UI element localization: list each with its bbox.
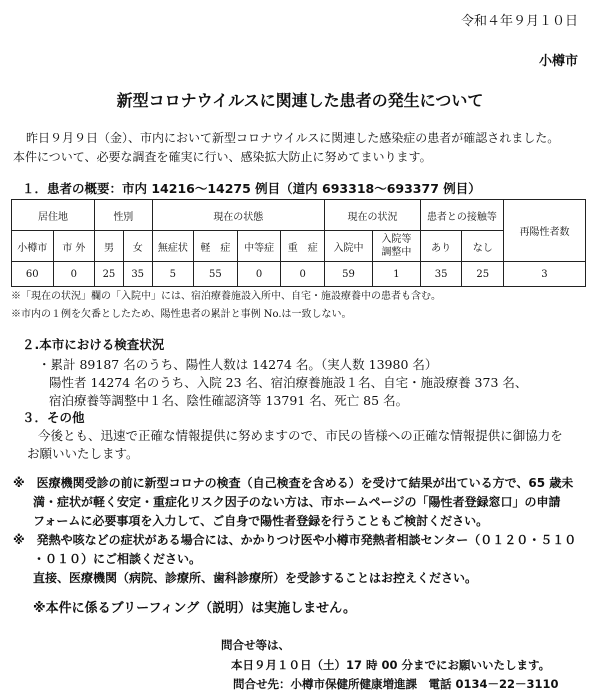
group-residence: 居住地: [12, 200, 95, 231]
group-condition: 現在の状態: [152, 200, 325, 231]
section3-line-1: 今後とも、迅速で正確な情報提供に努めますので、市民の皆様への正確な情報提供に御協力を: [38, 428, 563, 443]
section2-heading: ２.本市における検査状況: [22, 337, 165, 352]
table-note-2: ※市内の１例を欠番としたため、陽性患者の累計と事例 No.は一致しない。: [11, 309, 352, 320]
val-mild: 55: [194, 262, 238, 287]
val-hospitalized: 59: [325, 262, 373, 287]
val-outside: 0: [53, 262, 95, 287]
val-contact-yes: 35: [420, 262, 462, 287]
col-moderate: 中等症: [237, 231, 281, 262]
col-otaru: 小樽市: [12, 231, 54, 262]
val-male: 25: [95, 262, 124, 287]
notice-line-5: ・０１０）にご相談ください。: [33, 552, 202, 566]
notice-line-2: 満・症状が軽く安定・重症化リスク因子のない方は、市ホームページの「陽性者登録窓口」の申請: [33, 495, 561, 509]
group-sex: 性別: [95, 200, 153, 231]
col-male: 男: [95, 231, 124, 262]
notice-line-1: ※ 医療機関受診の前に新型コロナの検査（自己検査を含める）を受けて結果が出ている方で、65 歳未: [13, 476, 574, 490]
contact-label: 問合せ等は、: [221, 638, 290, 652]
col-adjusting: 入院等 調整中: [372, 231, 420, 262]
val-female: 35: [123, 262, 152, 287]
notice-line-4: ※ 発熱や咳などの症状がある場合には、かかりつけ医や小樽市発熱者相談センター（０１２０・５１０: [13, 533, 577, 547]
section3-heading: ３．その他: [22, 410, 85, 425]
intro-line-2: 本件について、必要な調査を確実に行い、感染拡大防止に努めてまいります。: [13, 150, 432, 164]
col-female: 女: [123, 231, 152, 262]
val-contact-no: 25: [462, 262, 504, 287]
section3-line-2: お願いいたします。: [27, 446, 139, 461]
contact-deadline: 本日９月１０日（土）17 時 00 分までにお願いいたします。: [231, 658, 551, 672]
cases-table: [11, 199, 586, 287]
col-asymptomatic: 無症状: [152, 231, 194, 262]
col-severe: 重 症: [281, 231, 325, 262]
document-date: 令和４年９月１０日: [460, 14, 578, 29]
briefing-notice: ※本件に係るブリーフィング（説明）は実施しません。: [33, 601, 356, 616]
val-repositive: 3: [503, 262, 585, 287]
section2-line-2: 陽性者 14274 名のうち、入院 23 名、宿泊療養施設１名、自宅・施設療養 373 名、: [49, 375, 528, 390]
val-moderate: 0: [237, 262, 281, 287]
col-contact-yes: あり: [420, 231, 462, 262]
notice-line-3: フォームに必要事項を入力して、ご自身で陽性者登録を行うこともご検討ください。: [33, 514, 489, 528]
group-contact: 患者との接触等: [420, 200, 503, 231]
intro-line-1: 昨日９月９日（金）、市内において新型コロナウイルスに関連した感染症の患者が確認されました。: [26, 131, 560, 145]
col-mild: 軽 症: [194, 231, 238, 262]
group-status: 現在の状況: [325, 200, 421, 231]
issuing-organization: 小樽市: [538, 54, 578, 69]
val-adjusting: 1: [372, 262, 420, 287]
val-severe: 0: [281, 262, 325, 287]
col-contact-no: なし: [462, 231, 504, 262]
section2-line-3: 宿泊療養等調整中１名、陰性確認済等 13791 名、死亡 85 名。: [49, 393, 409, 408]
contact-line: 問合せ先：小樽市保健所健康増進課 電話 0134－22－3110: [233, 677, 559, 691]
col-hospitalized: 入院中: [325, 231, 373, 262]
val-otaru: 60: [12, 262, 54, 287]
table-note-1: ※「現在の状況」欄の「入院中」には、宿泊療養施設入所中、自宅・施設療養中の患者も含む。: [11, 291, 441, 302]
val-asymptomatic: 5: [152, 262, 194, 287]
section1-heading: １．患者の概要：市内 14216～14275 例目（道内 693318～693377 例目）: [22, 181, 481, 196]
section2-line-1: ・累計 89187 名のうち、陽性人数は 14274 名。（実人数 13980 名）: [38, 357, 438, 372]
notice-line-6: 直接、医療機関（病院、診療所、歯科診療所）を受診することはお控えください。: [33, 571, 478, 585]
document-title: 新型コロナウイルスに関連した患者の発生について: [116, 91, 484, 110]
col-outside: 市 外: [53, 231, 95, 262]
group-repositive: 再陽性者数: [503, 200, 585, 262]
